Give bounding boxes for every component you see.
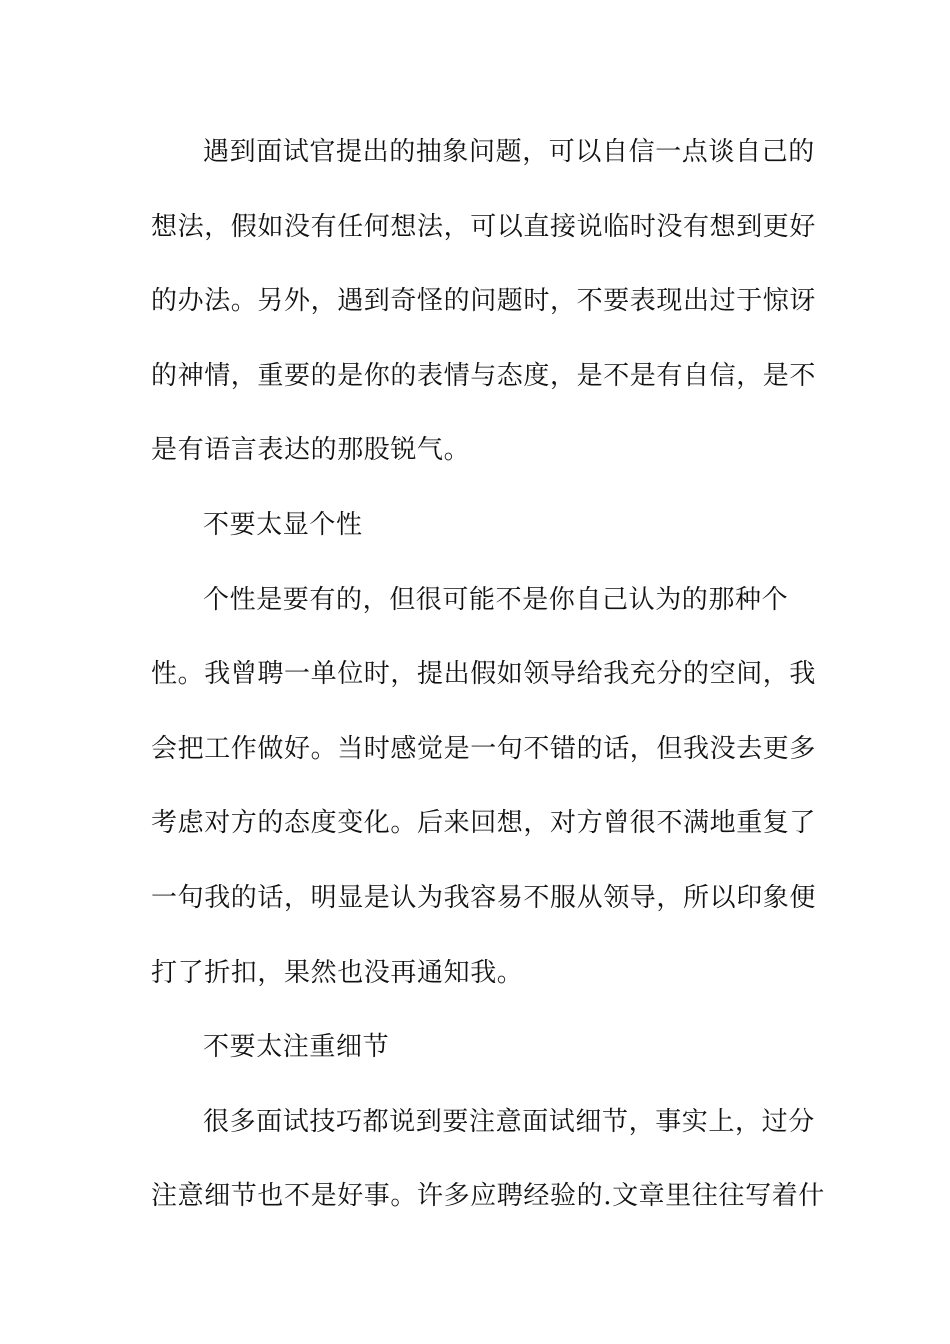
text-line: 遇到面试官提出的抽象问题，可以自信一点谈自己的 — [203, 137, 815, 167]
heading-text: 不要太显个性 — [203, 509, 363, 540]
text-line: 一句我的话，明显是认为我容易不服从领导，所以印象便 — [151, 882, 817, 913]
text-line: 的办法。另外，遇到奇怪的问题时，不要表现出过于惊讶 — [151, 286, 817, 317]
section-heading — [151, 503, 803, 578]
heading-text: 不要太注重细节 — [203, 1032, 390, 1063]
document-body — [151, 130, 825, 1249]
text-line: 的神情，重要的是你的表情与态度，是不是有自信，是不 — [151, 360, 817, 391]
text-line: 性。我曾聘一单位时，提出假如领导给我充分的空间，我 — [151, 659, 817, 690]
text-line: 打了折扣，果然也没再通知我。 — [151, 957, 524, 988]
text-line: 考虑对方的态度变化。后来回想，对方曾很不满地重复了 — [151, 808, 817, 839]
paragraph — [151, 578, 817, 1026]
text-line: 是有语言表达的那股锐气。 — [151, 435, 471, 466]
text-line: 注意细节也不是好事。许多应聘经验的.文章里往往写着什 — [151, 1181, 825, 1212]
section-heading — [151, 1025, 803, 1100]
text-line: 想法，假如没有任何想法，可以直接说临时没有想到更好 — [151, 211, 817, 242]
text-line: 会把工作做好。当时感觉是一句不错的话，但我没去更多 — [151, 733, 817, 764]
paragraph — [151, 1100, 825, 1249]
paragraph — [151, 130, 817, 503]
text-line: 个性是要有的，但很可能不是你自己认为的那种个 — [203, 584, 789, 615]
text-line: 很多面试技巧都说到要注意面试细节，事实上，过分 — [203, 1106, 815, 1137]
